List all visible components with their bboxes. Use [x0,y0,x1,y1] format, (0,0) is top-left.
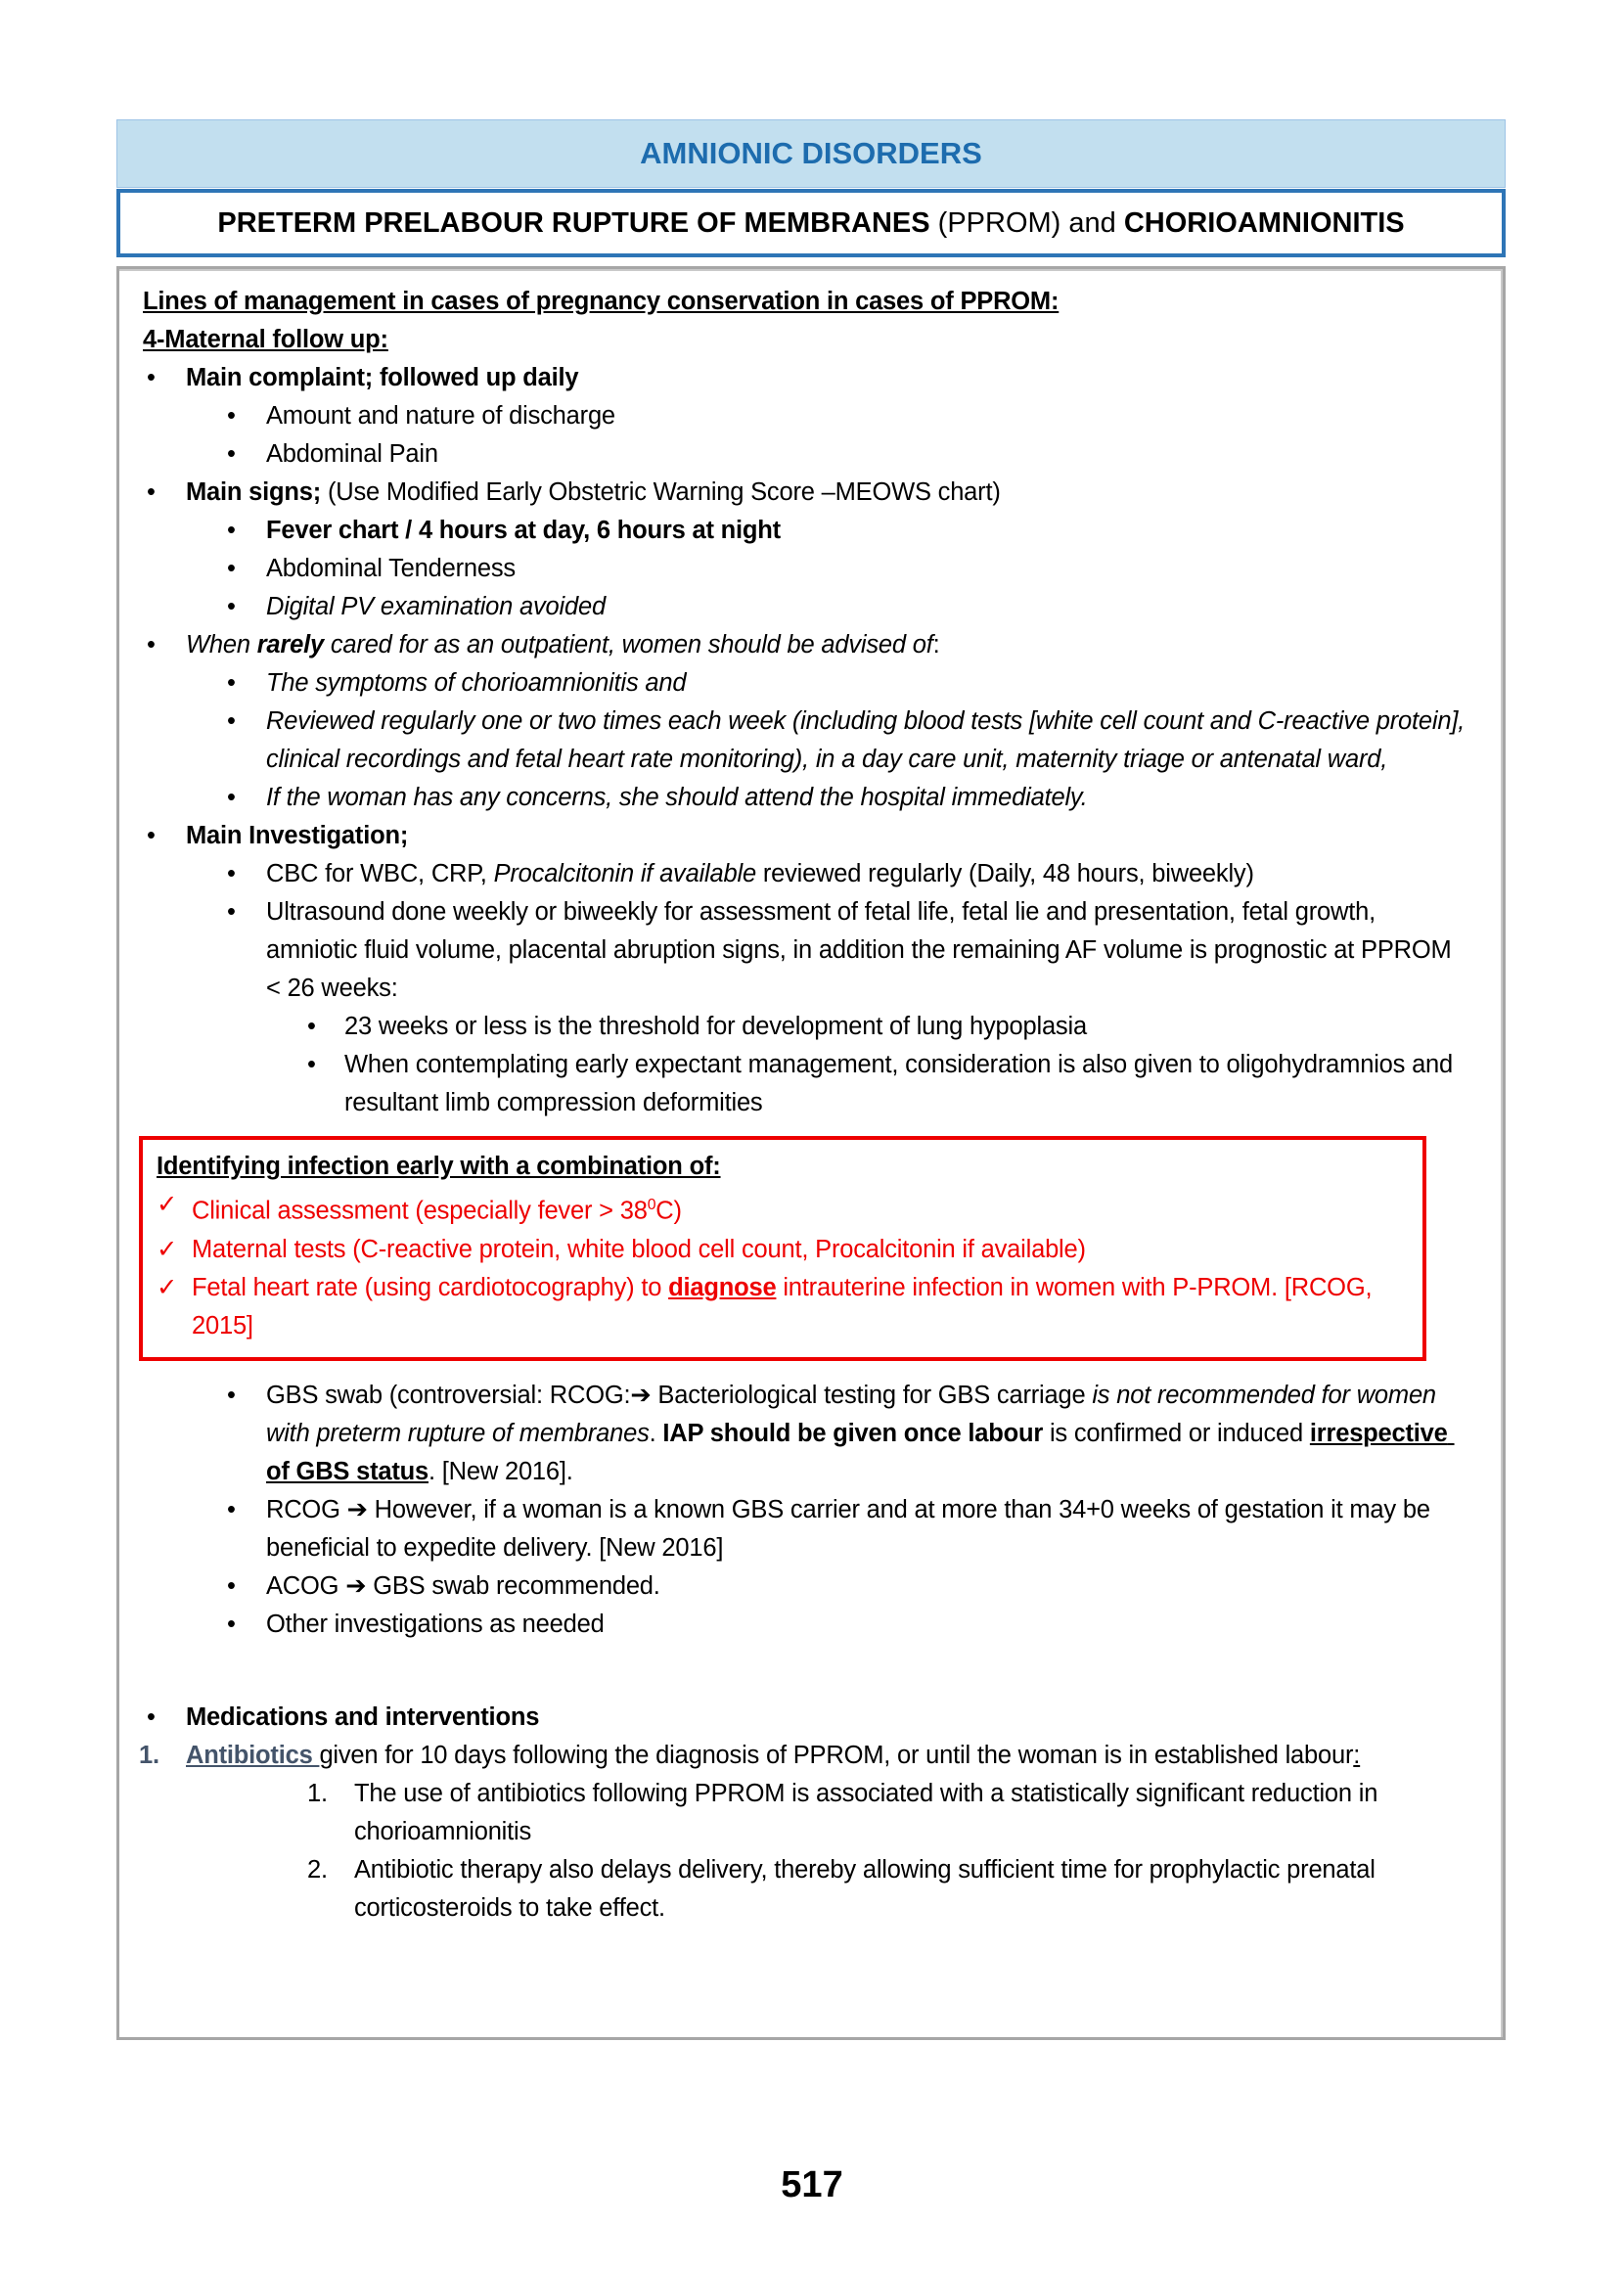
highlight-heading [145,1148,1409,1186]
text-run: Digital PV examination avoided [266,593,606,620]
text-run: RCOG [266,1495,347,1523]
bullet-icon: • [307,1013,316,1040]
bullet-icon: • [147,822,156,849]
bullet-icon: • [227,517,236,544]
line-text [186,817,1467,855]
line-text [266,1491,1467,1567]
text-run: Amount and nature of discharge [266,402,615,430]
bullet-item [119,435,1467,474]
bullet-item [119,855,1467,893]
bullet-icon: • [147,478,156,506]
check-item [145,1269,1409,1345]
bullet-icon: • [227,1495,236,1523]
page-title-main: PRETERM PRELABOUR RUPTURE OF MEMBRANES [217,206,930,239]
line-text [186,626,1467,664]
text-run: However, if a woman is a known GBS carrier and at more than 34+0 weeks of gestation it may be beneficial to expedite delivery. [New 2016] [266,1495,1437,1562]
text-run: : [932,631,940,658]
bullet-item [119,512,1467,550]
line-text [266,703,1471,779]
bullet-item [119,359,1467,397]
text-run: . [New 2016]. [429,1457,573,1485]
text-run: . [649,1419,663,1447]
check-icon: ✓ [157,1191,178,1218]
highlight-box [139,1136,1426,1361]
text-run: Maternal tests (C-reactive protein, white blood cell count, Procalcitonin if available) [192,1235,1086,1263]
text-run: Antibiotic therapy also delays delivery, thereby allowing sufficient time for prophylactic prenatal corticosteroids to take effect. [354,1855,1382,1922]
text-run: is confirmed or induced [1043,1419,1310,1447]
bullet-icon: • [227,402,236,430]
line-text [344,1008,1467,1046]
line-text [143,321,1467,359]
text-run: Identifying infection early with a combination of: [157,1153,721,1180]
bullet-item [119,817,1467,855]
text-run: (Use Modified Early Obstetric Warning Score –MEOWS chart) [327,478,1001,506]
text-run: Ultrasound done weekly or biweekly for assessment of fetal life, fetal lie and presentation, fetal growth, amniotic fluid volume, placental abruption signs, in addition the remaining AF volume is prognostic at PPROM < 26 weeks: [266,898,1459,1002]
list-number: 1. [307,1779,328,1807]
section-banner [116,119,1506,188]
bullet-item [119,1046,1467,1122]
line-text [157,1148,1409,1186]
text-run: Clinical assessment (especially fever > 38 [192,1197,648,1225]
text-run: ACOG [266,1571,346,1600]
page-title-middle: (PPROM) and [929,206,1124,239]
line-text [143,283,1467,321]
bullet-item [119,626,1467,664]
line-text [186,359,1467,397]
numbered-item [119,1851,1467,1928]
spacer [119,1644,1467,1699]
section-heading [119,321,1467,359]
line-text [266,435,1467,474]
line-text [354,1775,1467,1851]
section-heading [119,283,1467,321]
text-run: reviewed regularly (Daily, 48 hours, biweekly) [755,860,1254,887]
bullet-item [119,1606,1467,1644]
numbered-item [119,1775,1467,1851]
content-panel [116,266,1506,2040]
text-run: Bacteriological testing for GBS carriage [651,1381,1093,1409]
line-text [266,1377,1467,1491]
text-run: ➔ [346,1495,368,1523]
check-item [145,1186,1409,1231]
bullet-item [119,1699,1467,1737]
bullet-item [119,397,1467,435]
bullet-item [119,474,1467,512]
bullet-icon: • [227,784,236,811]
text-run: When contemplating early expectant management, consideration is also given to oligohydramnios and resultant limb compression deformities [344,1051,1460,1116]
text-run: The use of antibiotics following PPROM is associated with a statistically significant reduction in chorioamnionitis [354,1779,1385,1845]
bullet-icon: • [227,1381,236,1409]
text-run: The symptoms of chorioamnionitis and [266,669,687,697]
text-run: Fever chart / 4 hours at day, 6 hours at night [266,517,781,544]
line-text [192,1269,1409,1345]
text-run: Medications and interventions [186,1702,540,1731]
bullet-icon: • [227,1571,236,1600]
line-text [186,1699,1467,1737]
line-text [266,855,1467,893]
bullet-icon: • [227,898,236,926]
bullet-icon: • [227,860,236,887]
bullet-item [119,703,1471,779]
text-run: If the woman has any concerns, she should attend the hospital immediately. [266,784,1088,811]
line-text [266,1567,1467,1606]
text-run: 23 weeks or less is the threshold for development of lung hypoplasia [344,1013,1087,1040]
bullet-icon: • [227,669,236,697]
text-run: Main signs; [186,478,328,506]
text-run: Main Investigation; [186,822,409,849]
line-text [186,1737,1467,1775]
bullet-icon: • [227,707,236,735]
line-text [266,893,1467,1008]
text-run: IAP should be given once labour [662,1419,1044,1447]
line-text [266,512,1467,550]
text-run: Main complaint; followed up daily [186,364,579,391]
bullet-icon: • [227,440,236,468]
text-run: irrespective of GBS status [266,1419,1455,1485]
text-run: intrauterine infection in women with P-PROM. [RCOG, 2015] [192,1273,1379,1339]
text-run: ➔ [345,1571,367,1600]
bullet-icon: • [147,631,156,658]
line-text [266,550,1467,588]
superscript-text: 0 [647,1197,656,1213]
bullet-icon: • [307,1051,316,1078]
line-text [266,1606,1467,1644]
list-number: 2. [307,1855,328,1884]
bullet-icon: • [227,593,236,620]
page-title [116,189,1506,257]
text-run: Other investigations as needed [266,1610,605,1638]
line-text [354,1851,1467,1928]
text-run: Procalcitonin if available [493,860,756,887]
line-text [344,1046,1467,1122]
bullet-icon: • [147,364,156,391]
line-text [266,664,1467,703]
text-run: Abdominal Pain [266,440,438,468]
bullet-item [119,779,1467,817]
bullet-icon: • [227,1610,236,1638]
bullet-item [119,588,1467,626]
line-text [192,1186,1409,1231]
text-run: Fetal heart rate (using cardiotocography) to [192,1273,669,1301]
text-run: given for 10 days following the diagnosis of PPROM, or until the woman is in established labour [319,1741,1354,1769]
line-text [192,1231,1409,1269]
text-run: Antibiotics [186,1741,320,1769]
line-text [266,397,1467,435]
section-title: AMNIONIC DISORDERS [640,136,982,170]
text-run: rarely [256,631,324,658]
bullet-item [119,550,1467,588]
bullet-item [119,1567,1467,1606]
bullet-icon: • [227,555,236,582]
text-run: Lines of management in cases of pregnancy conservation in cases of PPROM: [143,288,1060,315]
text-run: CBC for WBC, CRP, [266,860,494,887]
line-text [266,779,1467,817]
bullet-item [119,1377,1467,1491]
check-icon: ✓ [157,1273,178,1301]
check-item [145,1231,1409,1269]
text-run: Abdominal Tenderness [266,555,516,582]
text-run: ➔ [630,1381,652,1409]
text-run: C) [655,1197,682,1225]
bullet-item [119,1491,1467,1567]
text-run: When [186,631,257,658]
text-run: 4-Maternal follow up: [143,326,388,353]
text-run: diagnose [668,1273,777,1301]
numbered-item [119,1737,1467,1775]
page-title-end: CHORIOAMNIONITIS [1123,206,1405,239]
list-number: 1. [139,1741,159,1769]
text-run: : [1353,1741,1361,1769]
text-run: GBS swab (controversial: RCOG: [266,1381,631,1409]
bullet-item [119,1008,1467,1046]
text-run: GBS swab recommended. [366,1571,660,1600]
bullet-icon: • [147,1702,156,1731]
text-run: Reviewed regularly one or two times each week (including blood tests [white cell count and C-reactive protein], clinical recordings and fetal heart rate monitoring), in a day care unit, maternity triage or antenatal ward, [266,707,1471,773]
line-text [186,474,1467,512]
check-icon: ✓ [157,1235,178,1263]
page-number: 517 [781,2164,843,2205]
line-text [266,588,1467,626]
text-run: is not recommended for women with preterm rupture of membranes [266,1381,1443,1447]
bullet-item [119,893,1467,1008]
bullet-item [119,664,1467,703]
text-run: cared for as an outpatient, women should be advised of [323,631,933,658]
